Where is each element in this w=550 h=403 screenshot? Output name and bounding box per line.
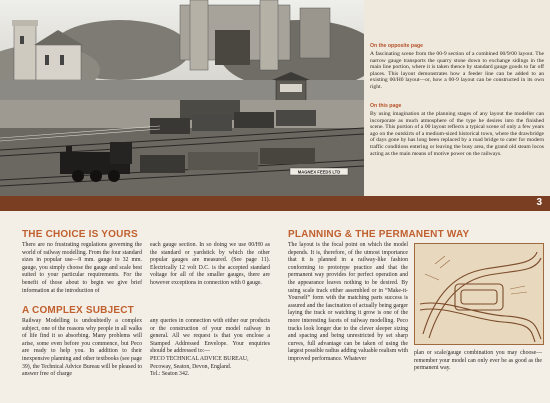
- caption-panel: [364, 0, 550, 196]
- heading-choice: THE CHOICE IS YOURS: [22, 229, 138, 240]
- planning-col1: The layout is the focal point on which the model depends. It is, therefore, of the utmost importance that it is planned in a railway-like fashion conforming to prototype practice and that the permanent way provides for perfect operation and the appearance leaves nothing to be desired. By using scale track either assembled or in “Make-it-Yourself” form with the matching parts success is assured and the fascination of actually being garger laying the track or watching it grow is one of the more interesting facets of railway modelling. Peco tracks look longer due to the clever sleeper sizing and spacing and being unrestricted by set sharp curves, full advantage can be taken of using the largest possible radius adding valuable realism with improved performance. Whatever: [288, 242, 408, 362]
- subject-col2: [150, 318, 270, 379]
- address-line-3: Tel.: Seaton 342.: [150, 371, 190, 378]
- heading-subject: A COMPLEX SUBJECT: [22, 305, 134, 316]
- heading-planning: PLANNING & THE PERMANENT WAY: [288, 229, 470, 240]
- caption-heading-this-page: On this page: [370, 103, 402, 109]
- address-line-2: Pecoway, Seaton, Devon, England.: [150, 363, 232, 370]
- subject-col2-text: any queries in connection with either our products or the construction of your model railway in general. All we request is that you enclose a Stamped Addressed Envelope. Your enquiries should be addressed to:—: [150, 318, 270, 355]
- track-layout-illustration: [414, 243, 544, 345]
- subject-col1: Railway Modelling is undoubtedly a complex subject, one of the reasons why people in all walks of life find it so absorbing. Many problems will arise, some even before you commence, but Peco are ready to help you. In addition to their inexpensive planning and other textbooks (see page 39), the Technical Advice Bureau will be pleased to answer free of charge: [22, 318, 142, 378]
- caption-text-opposite: A fascinating scene from the 00-9 section of a combined 00/9/00 layout. The narrow gauge transports the quarry stone down to exchange sidings in the main line portion, where it is taken thence by standard gauge goods to far off places. This layout demonstrates how a feeder line can be added to an existing 00/H0 layout—or, how a 00-9 layout can be constructed in its own right.: [370, 51, 544, 90]
- page-number: 3: [536, 197, 542, 208]
- caption-text-this-page: By using imagination at the planning stages of any layout the modeller can incorporate as much atmosphere of the type he desires into the finished scene. This portion of a 00 layout reflects a typical scene of only a few years ago on the outskirts of a medium-sized historical town, where the drawbridge of days gone by has long been replaced by a road bridge to cater for modern traffic conditions entering or leaving the busy area, the grand old steam locos acting as the main means of motive power on the railways.: [370, 111, 544, 157]
- planning-col2: plan or scale/gauge combination you may choose—remember your model can only ever be as good as the permanent way.: [414, 350, 542, 372]
- model-railway-photo: [0, 0, 364, 196]
- choice-col1: There are no frustrating regulations governing the world of railway modelling. From the four standard sizes in popular use—9 mm. gauge to 32 mm. gauge, you simply choose the gauge and scale best suited to your particular requirements. For the benefit of those about to begin we give brief information at the introduction of: [22, 242, 142, 294]
- page-band: [0, 196, 550, 211]
- caption-heading-opposite: On the opposite page: [370, 43, 424, 49]
- station-sign: MAGNEX FEEDS LTD: [297, 169, 341, 175]
- choice-col2: each gauge section. In so doing we use 00/H0 as the standard or yardstick by which the other popular gauges are measured. (See page 11). Electrically 12 volt D.C. is the accepted standard voltage for all of the smaller gauges, there are however exceptions in connection with 0 gauge.: [150, 242, 270, 286]
- address-line-1: PECO TECHNICAL ADVICE BUREAU,: [150, 355, 249, 362]
